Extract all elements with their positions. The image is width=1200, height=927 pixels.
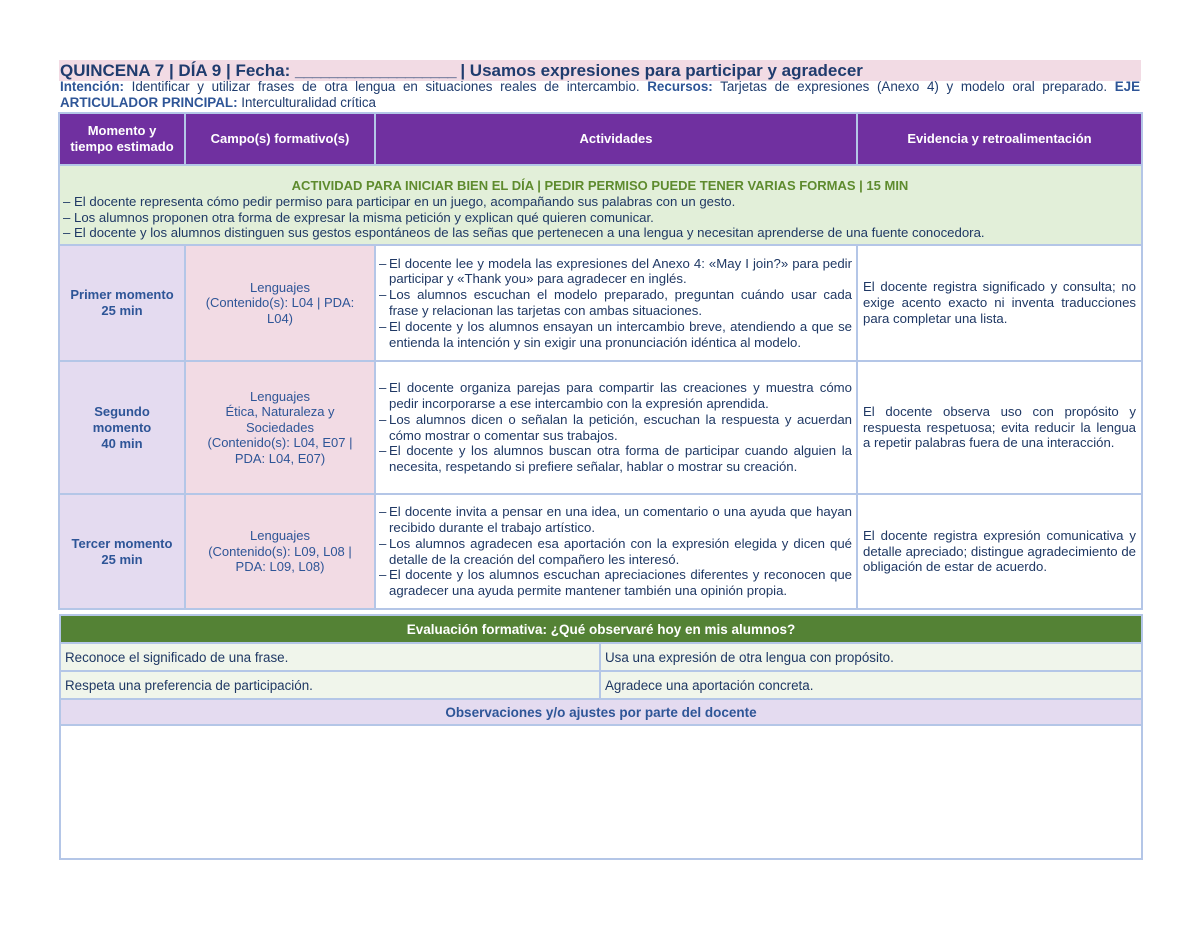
activity-start-line: – El docente y los alumnos distinguen sus gestos espontáneos de las señas que pertenecen a una lengua y necesitan aprenderse de una fuente conocedora.: [63, 225, 985, 241]
evaluation-row: [60, 643, 1142, 671]
intencion-text: Identificar y utilizar frases de otra lengua en situaciones reales de intercambio.: [123, 79, 648, 94]
activity-text: Los alumnos escuchan el modelo preparado, preguntan cuándo usar cada frase y relacionan las tarjetas con ambas situaciones.: [389, 287, 852, 318]
intencion-label: Intención:: [60, 79, 124, 94]
moment-cell: Segundo momento 40 min: [59, 361, 185, 494]
activity-start-heading: ACTIVIDAD PARA INICIAR BIEN EL DÍA | PEDIR PERMISO PUEDE TENER VARIAS FORMAS | 15 MIN: [291, 177, 909, 193]
recursos-text: Tarjetas de expresiones (Anexo 4) y modelo oral preparado.: [712, 79, 1115, 94]
activity-start-cell: [59, 165, 1142, 245]
evidence-cell: El docente registra significado y consulta; no exige acento exacto ni inventa traducciones para completar una lista.: [857, 245, 1142, 361]
observations-body-row: [60, 725, 1142, 859]
campo-cell: Lenguajes Ética, Naturaleza y Sociedades (Contenido(s): L04, E07 | PDA: L04, E07): [185, 361, 375, 494]
evaluation-item: Agradece una aportación concreta.: [600, 671, 1142, 699]
header-momento: Momento y tiempo estimado: [59, 113, 185, 165]
observations-heading: Observaciones y/o ajustes por parte del docente: [60, 699, 1142, 725]
evaluation-header-row: [60, 615, 1142, 643]
campo-cell: Lenguajes (Contenido(s): L04 | PDA: L04): [185, 245, 375, 361]
activity-item: – El docente invita a pensar en una idea, un comentario o una ayuda que hayan recibido durante el trabajo artístico.: [379, 504, 852, 535]
evaluation-heading: Evaluación formativa: ¿Qué observaré hoy en mis alumnos?: [60, 615, 1142, 643]
eje-text: Interculturalidad crítica: [237, 94, 376, 110]
evaluation-item: Respeta una preferencia de participación.: [60, 671, 600, 699]
activity-text: Los alumnos agradecen esa aportación con la expresión elegida y dicen qué detalle de la creación del compañero les interesó.: [389, 535, 852, 567]
activities-cell: [375, 494, 857, 609]
activity-text: El docente y los alumnos ensayan un intercambio breve, atendiendo a que se entienda la intención y sin exigir una pronunciación idéntica al modelo.: [389, 318, 852, 350]
observations-header-row: [60, 699, 1142, 725]
activities-cell: [375, 245, 857, 361]
activity-item: – El docente organiza parejas para compartir las creaciones y muestra cómo pedir incorporarse a ese intercambio con la expresión aprendida.: [379, 380, 852, 411]
observations-area[interactable]: [60, 725, 1142, 859]
title-prefix: QUINCENA 7 | DÍA 9 | Fecha:: [60, 61, 295, 80]
moment-row-1: [59, 245, 1142, 361]
moment-cell: Primer momento 25 min: [59, 245, 185, 361]
header-campo: Campo(s) formativo(s): [185, 113, 375, 165]
activities-cell: [375, 361, 857, 494]
plan-table: [58, 112, 1143, 610]
activity-start-line: – Los alumnos proponen otra forma de expresar la misma petición y explican qué quieren comunicar.: [63, 209, 654, 225]
activity-text: Los alumnos dicen o señalan la petición, escuchan la respuesta y acuerdan cómo mostrar o comentar sus trabajos.: [389, 411, 852, 443]
activity-item: – El docente y los alumnos ensayan un intercambio breve, atendiendo a que se entienda la intención y sin exigir una pronunciación idéntica al modelo.: [379, 318, 852, 350]
evaluation-table: [59, 614, 1143, 860]
activity-start-row: [59, 165, 1142, 245]
activity-item: – El docente y los alumnos buscan otra forma de participar cuando alguien la necesita, respetando si prefiere señalar, hablar o mostrar su creación.: [379, 443, 852, 475]
moment-row-3: [59, 494, 1142, 609]
activity-text: El docente invita a pensar en una idea, un comentario o una ayuda que hayan recibido durante el trabajo artístico.: [389, 504, 852, 535]
activity-item: – Los alumnos agradecen esa aportación con la expresión elegida y dicen qué detalle de la creación del compañero les interesó.: [379, 535, 852, 567]
page-title: [59, 60, 1141, 81]
moment-row-2: [59, 361, 1142, 494]
evaluation-item: Reconoce el significado de una frase.: [60, 643, 600, 671]
activity-text: El docente organiza parejas para compartir las creaciones y muestra cómo pedir incorporarse a ese intercambio con la expresión aprendida.: [389, 380, 852, 411]
evaluation-item: Usa una expresión de otra lengua con propósito.: [600, 643, 1142, 671]
evidence-cell: El docente observa uso con propósito y respuesta respetuosa; evita reducir la lengua a repetir palabras fuera de una interacción.: [857, 361, 1142, 494]
header-actividades: Actividades: [375, 113, 857, 165]
activity-text: El docente y los alumnos escuchan apreciaciones diferentes y reconocen que agradecer una ayuda permite mantener también una opinión propia.: [389, 567, 852, 599]
moment-cell: Tercer momento 25 min: [59, 494, 185, 609]
activity-item: – Los alumnos escuchan el modelo preparado, preguntan cuándo usar cada frase y relacionan las tarjetas con ambas situaciones.: [379, 287, 852, 318]
plan-header-row: [59, 113, 1142, 165]
activity-text: El docente y los alumnos buscan otra forma de participar cuando alguien la necesita, respetando si prefiere señalar, hablar o mostrar su creación.: [389, 443, 852, 475]
header-evidencia: Evidencia y retroalimentación: [857, 113, 1142, 165]
recursos-label: Recursos:: [647, 79, 713, 94]
evidence-cell: El docente registra expresión comunicativa y detalle apreciado; distingue agradecimiento de obligación de estar de acuerdo.: [857, 494, 1142, 609]
intro-text: [60, 79, 1140, 110]
activity-item: – El docente lee y modela las expresiones del Anexo 4: «May I join?» para pedir participar y «Thank you» para agradecer en inglés.: [379, 255, 852, 287]
evaluation-row: [60, 671, 1142, 699]
activity-item: – Los alumnos dicen o señalan la petición, escuchan la respuesta y acuerdan cómo mostrar o comentar sus trabajos.: [379, 411, 852, 443]
title-suffix: | Usamos expresiones para participar y agradecer: [455, 61, 863, 80]
activity-start-line: – El docente representa cómo pedir permiso para participar en un juego, acompañando sus palabras con un gesto.: [63, 193, 736, 209]
campo-cell: Lenguajes (Contenido(s): L09, L08 | PDA: L09, L08): [185, 494, 375, 609]
eje-label: EJE ARTICULADOR PRINCIPAL:: [60, 79, 1140, 110]
activity-item: – El docente y los alumnos escuchan apreciaciones diferentes y reconocen que agradecer una ayuda permite mantener también una opinión propia.: [379, 567, 852, 599]
activity-text: El docente lee y modela las expresiones del Anexo 4: «May I join?» para pedir participar y «Thank you» para agradecer en inglés.: [389, 255, 852, 287]
date-blank: ___________________: [294, 61, 456, 80]
